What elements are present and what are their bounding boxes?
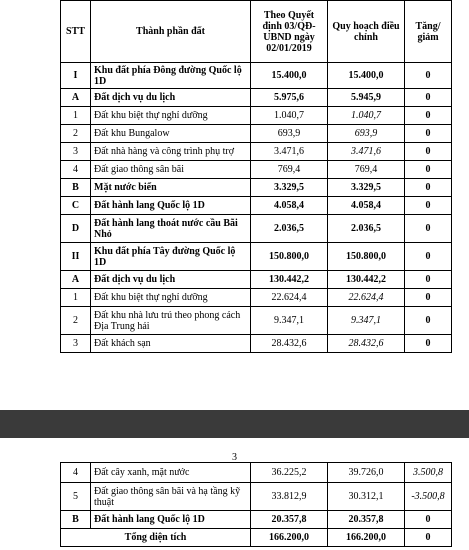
table-row <box>61 483 452 511</box>
row-change: 0 <box>405 335 452 353</box>
table-row <box>61 107 452 125</box>
row-stt: A <box>61 271 91 289</box>
row-change: 0 <box>405 107 452 125</box>
table-row <box>61 463 452 483</box>
header-stt: STT <box>61 1 91 63</box>
row-change: 0 <box>405 63 452 89</box>
row-decision: 15.400,0 <box>251 63 328 89</box>
row-name: Đất hành lang thoát nước cầu Bãi Nhỏ <box>91 215 251 243</box>
row-decision: 33.812,9 <box>251 483 328 511</box>
row-stt: 4 <box>61 161 91 179</box>
table-row <box>61 125 452 143</box>
table-row <box>61 271 452 289</box>
row-decision: 22.624,4 <box>251 289 328 307</box>
row-change: 0 <box>405 197 452 215</box>
row-stt: II <box>61 243 91 271</box>
row-change: 0 <box>405 511 452 529</box>
total-plan: 166.200,0 <box>328 529 405 547</box>
header-component: Thành phần đất <box>91 1 251 63</box>
row-plan: 22.624,4 <box>328 289 405 307</box>
row-change: 0 <box>405 271 452 289</box>
total-row <box>61 529 452 547</box>
row-name: Đất nhà hàng và công trình phụ trợ <box>91 143 251 161</box>
row-change: -3.500,8 <box>405 483 452 511</box>
total-change: 0 <box>405 529 452 547</box>
row-stt: 1 <box>61 107 91 125</box>
row-change: 0 <box>405 143 452 161</box>
row-stt: 2 <box>61 125 91 143</box>
row-name: Đất hành lang Quốc lộ 1D <box>91 197 251 215</box>
table-row <box>61 215 452 243</box>
row-change: 0 <box>405 179 452 197</box>
row-stt: B <box>61 511 91 529</box>
row-plan: 130.442,2 <box>328 271 405 289</box>
row-stt: A <box>61 89 91 107</box>
row-decision: 150.800,0 <box>251 243 328 271</box>
row-name: Mặt nước biển <box>91 179 251 197</box>
row-name: Đất khách sạn <box>91 335 251 353</box>
row-name: Đất khu nhà lưu trú theo phong cách Địa Trung hải <box>91 307 251 335</box>
row-decision: 5.975,6 <box>251 89 328 107</box>
row-decision: 3.329,5 <box>251 179 328 197</box>
row-stt: 5 <box>61 483 91 511</box>
row-stt: D <box>61 215 91 243</box>
row-decision: 3.471,6 <box>251 143 328 161</box>
table-header-row <box>61 1 452 63</box>
row-plan: 39.726,0 <box>328 463 405 483</box>
row-plan: 5.945,9 <box>328 89 405 107</box>
row-plan: 3.471,6 <box>328 143 405 161</box>
row-plan: 3.329,5 <box>328 179 405 197</box>
row-stt: C <box>61 197 91 215</box>
row-stt: 3 <box>61 335 91 353</box>
row-change: 0 <box>405 161 452 179</box>
row-plan: 2.036,5 <box>328 215 405 243</box>
land-table-part-1 <box>60 0 452 353</box>
header-plan: Quy hoạch điều chỉnh <box>328 1 405 63</box>
row-plan: 693,9 <box>328 125 405 143</box>
total-decision: 166.200,0 <box>251 529 328 547</box>
row-name: Đất hành lang Quốc lộ 1D <box>91 511 251 529</box>
table-row <box>61 197 452 215</box>
table-row <box>61 63 452 89</box>
row-plan: 769,4 <box>328 161 405 179</box>
row-plan: 28.432,6 <box>328 335 405 353</box>
row-stt: 3 <box>61 143 91 161</box>
table-row <box>61 179 452 197</box>
row-name: Đất giao thông sân bãi <box>91 161 251 179</box>
row-plan: 15.400,0 <box>328 63 405 89</box>
total-label: Tổng diện tích <box>61 529 251 547</box>
row-decision: 20.357,8 <box>251 511 328 529</box>
row-decision: 9.347,1 <box>251 307 328 335</box>
row-change: 0 <box>405 215 452 243</box>
row-name: Đất giao thông sân bãi và hạ tầng kỹ thuật <box>91 483 251 511</box>
row-decision: 693,9 <box>251 125 328 143</box>
row-plan: 4.058,4 <box>328 197 405 215</box>
row-decision: 36.225,2 <box>251 463 328 483</box>
row-plan: 1.040,7 <box>328 107 405 125</box>
header-decision: Theo Quyết định 03/QĐ-UBND ngày 02/01/2019 <box>251 1 328 63</box>
row-stt: 2 <box>61 307 91 335</box>
header-change: Tăng/ giảm <box>405 1 452 63</box>
row-name: Đất khu biệt thự nghỉ dưỡng <box>91 107 251 125</box>
table-row <box>61 307 452 335</box>
row-name: Đất cây xanh, mặt nước <box>91 463 251 483</box>
row-decision: 2.036,5 <box>251 215 328 243</box>
row-decision: 1.040,7 <box>251 107 328 125</box>
row-stt: I <box>61 63 91 89</box>
row-plan: 30.312,1 <box>328 483 405 511</box>
row-decision: 769,4 <box>251 161 328 179</box>
row-plan: 20.357,8 <box>328 511 405 529</box>
row-change: 0 <box>405 125 452 143</box>
row-change: 3.500,8 <box>405 463 452 483</box>
row-decision: 28.432,6 <box>251 335 328 353</box>
table-row <box>61 143 452 161</box>
row-change: 0 <box>405 289 452 307</box>
page-gap <box>0 410 469 438</box>
land-table-part-2 <box>60 462 452 547</box>
row-stt: 4 <box>61 463 91 483</box>
table-row <box>61 335 452 353</box>
row-change: 0 <box>405 89 452 107</box>
row-decision: 4.058,4 <box>251 197 328 215</box>
row-name: Đất dịch vụ du lịch <box>91 89 251 107</box>
row-plan: 9.347,1 <box>328 307 405 335</box>
row-name: Khu đất phía Tây đường Quốc lộ 1D <box>91 243 251 271</box>
table-row <box>61 161 452 179</box>
row-stt: 1 <box>61 289 91 307</box>
table-row <box>61 243 452 271</box>
table-row <box>61 289 452 307</box>
row-stt: B <box>61 179 91 197</box>
row-decision: 130.442,2 <box>251 271 328 289</box>
table-row <box>61 89 452 107</box>
row-name: Đất dịch vụ du lịch <box>91 271 251 289</box>
page-number: 3 <box>232 452 237 463</box>
row-name: Đất khu biệt thự nghỉ dưỡng <box>91 289 251 307</box>
row-plan: 150.800,0 <box>328 243 405 271</box>
row-name: Khu đất phía Đông đường Quốc lộ 1D <box>91 63 251 89</box>
row-name: Đất khu Bungalow <box>91 125 251 143</box>
table-row <box>61 511 452 529</box>
row-change: 0 <box>405 307 452 335</box>
row-change: 0 <box>405 243 452 271</box>
